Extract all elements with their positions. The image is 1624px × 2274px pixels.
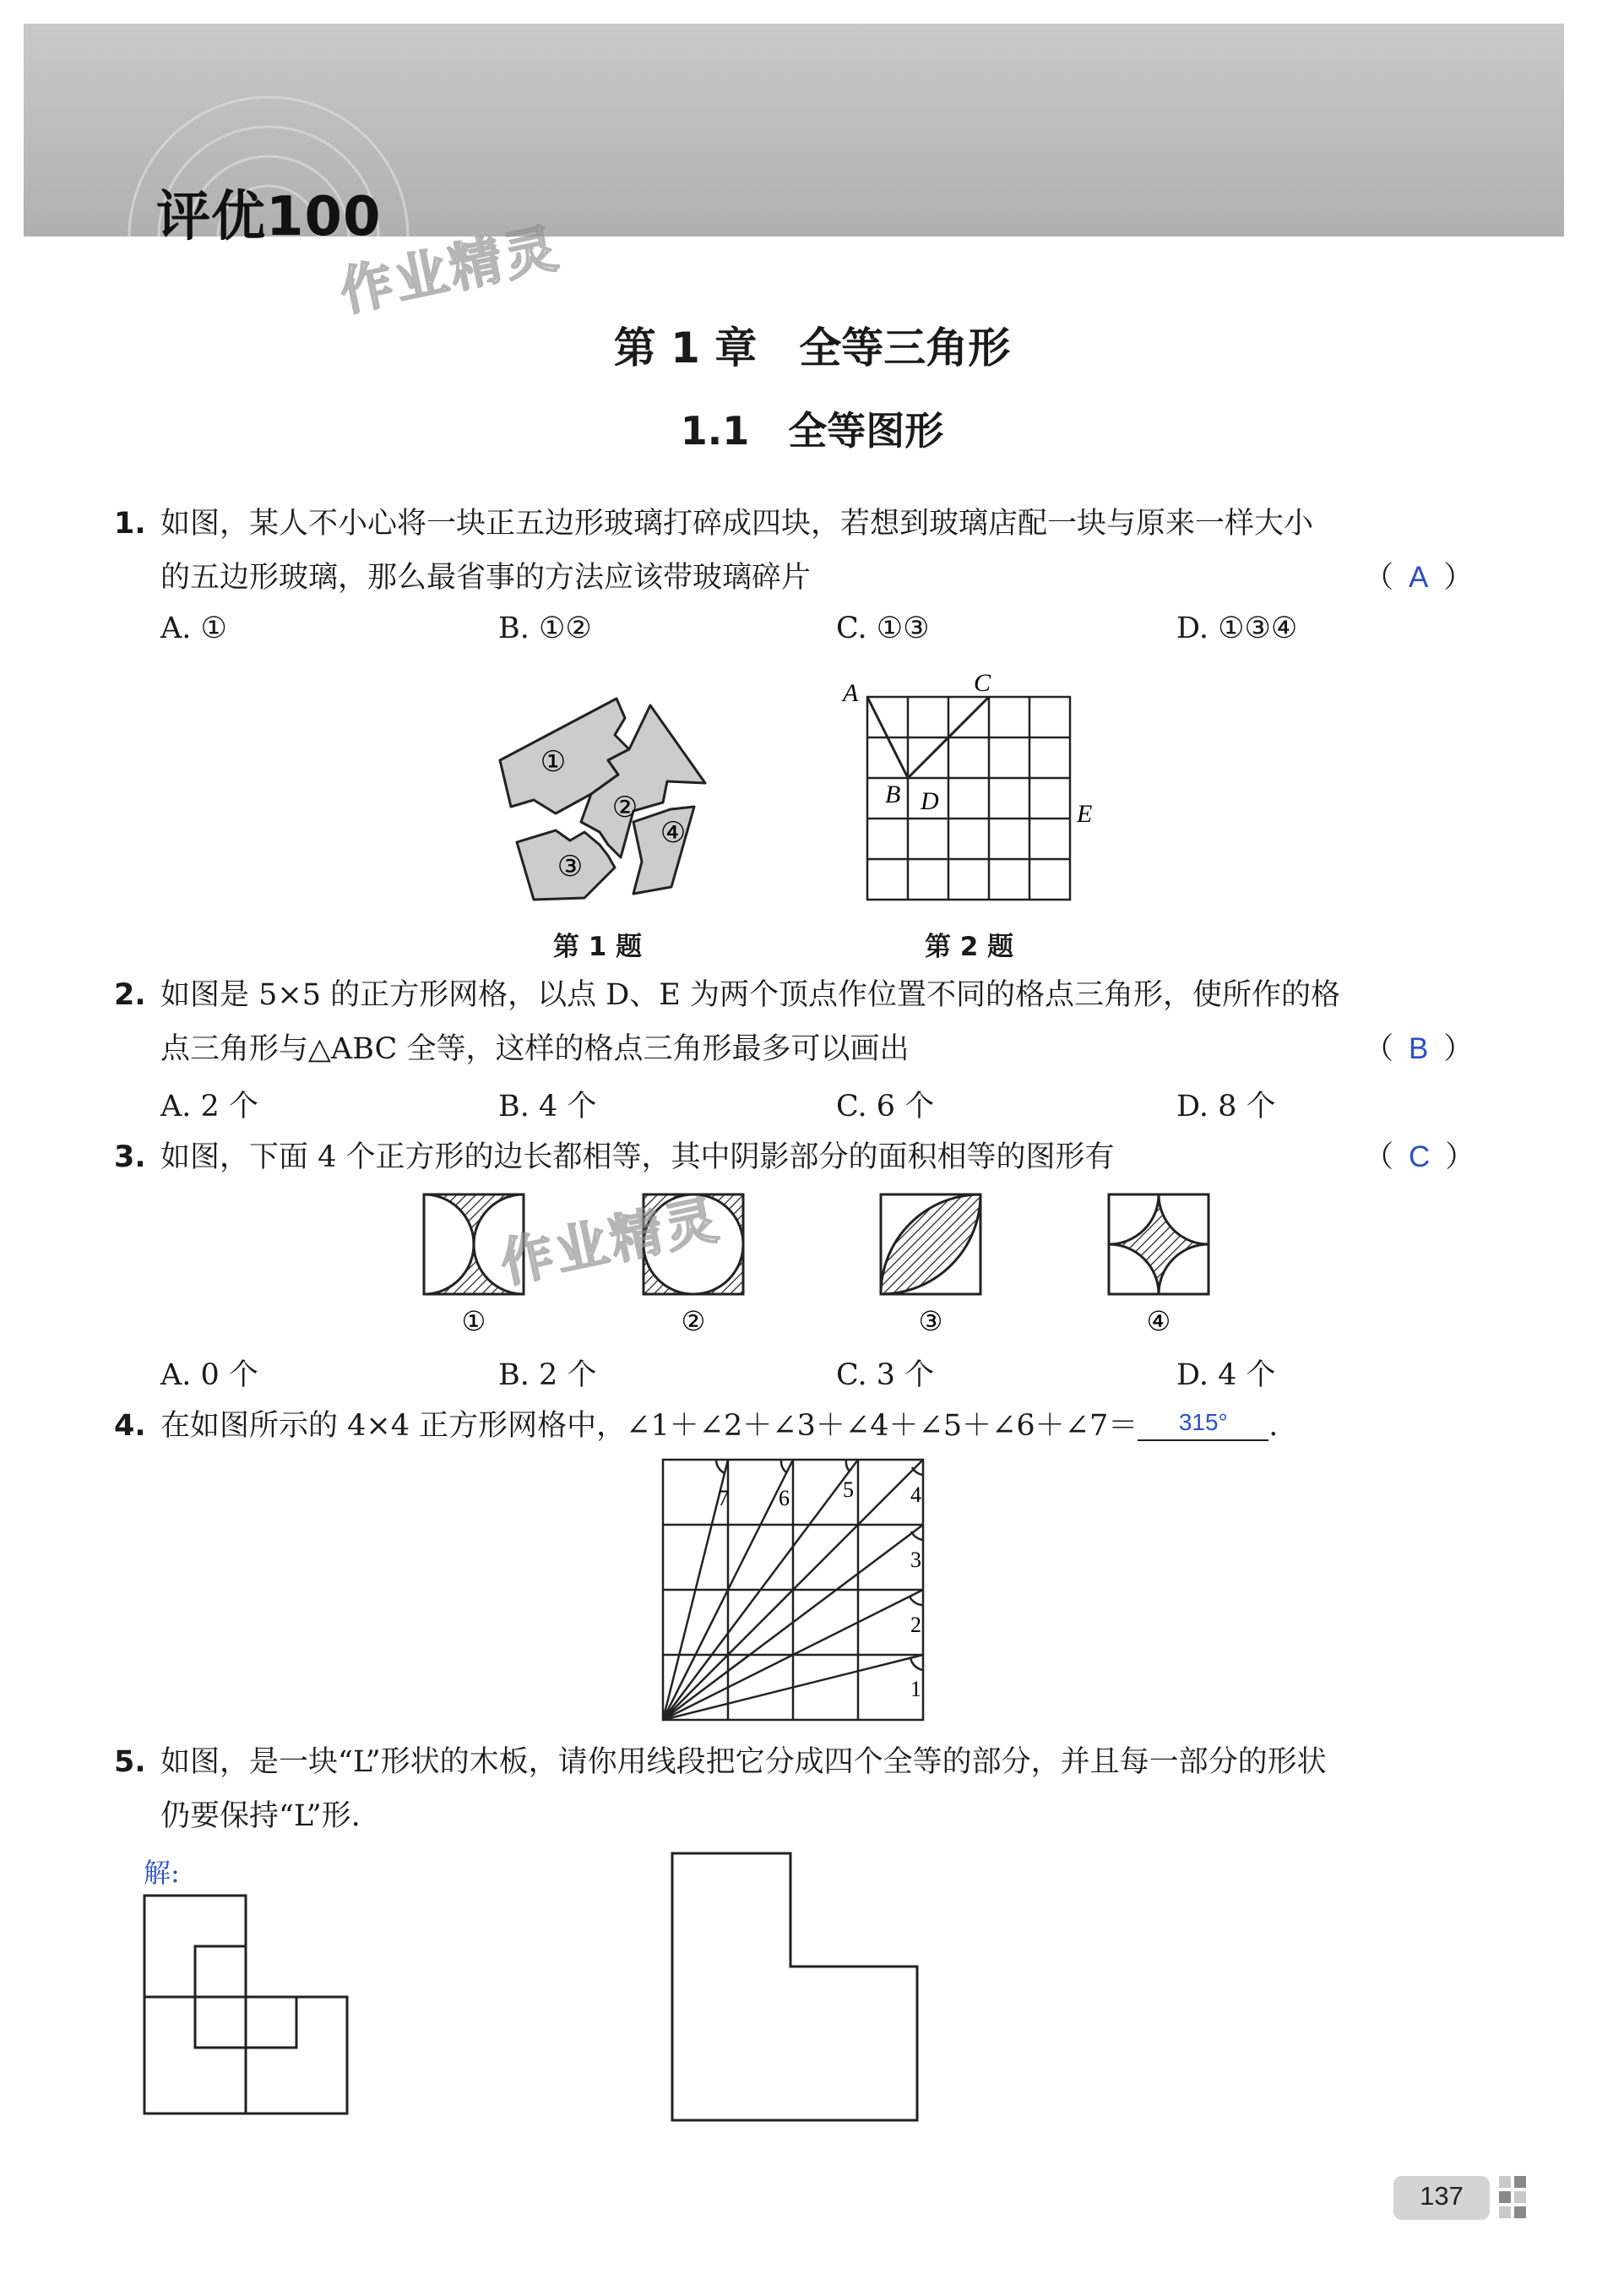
fig3-label-3: ③ (918, 1305, 943, 1337)
fig2-label-b: B (885, 781, 901, 808)
q2-option-d: D. 8 个 (1176, 1090, 1276, 1123)
q2-line1: 如图是 5×5 的正方形网格，以点 D、E 为两个顶点作位置不同的格点三角形，使所作的格 (160, 978, 1340, 1012)
q1-line1: 如图，某人不小心将一块正五边形玻璃打碎成四块，若想到玻璃店配一块与原来一样大小 (160, 507, 1314, 541)
q2-number: 2. (114, 978, 146, 1012)
fig2-label-c: C (974, 669, 991, 697)
page-number: 137 (1420, 2181, 1464, 2211)
q1-line2: 的五边形玻璃，那么最省事的方法应该带玻璃碎片 (160, 561, 812, 595)
q1-option-b: B. ①② (498, 612, 592, 645)
q1-answer-paren: （ A ） (1364, 561, 1474, 595)
q2-answer: B (1409, 1032, 1429, 1065)
fig2-label-d: D (921, 787, 939, 815)
fig3-label-4: ④ (1146, 1305, 1171, 1337)
watermark-2: 作业精灵 (495, 1188, 726, 1295)
q1-option-c: C. ①③ (836, 612, 930, 645)
fig1-label-4: ④ (660, 816, 687, 850)
fig3-label-1: ① (461, 1305, 486, 1337)
figure-2-caption: 第 2 题 (925, 932, 1014, 962)
q3-line1: 如图，下面 4 个正方形的边长都相等，其中阴影部分的面积相等的图形有 (160, 1140, 1115, 1174)
q1-option-d: D. ①③④ (1176, 612, 1298, 645)
q1-option-a: A. ① (160, 612, 227, 645)
q1-number: 1. (114, 507, 146, 541)
q2-line2: 点三角形与△ABC 全等，这样的格点三角形最多可以画出 (160, 1032, 910, 1066)
fig2-label-e: E (1077, 800, 1093, 828)
fig4-angle-1: 1 (910, 1677, 921, 1701)
fig2-label-a: A (843, 679, 859, 707)
fig1-label-3: ③ (557, 850, 584, 884)
fig1-label-2: ② (611, 791, 638, 824)
fig4-angle-6: 6 (779, 1486, 790, 1510)
q2-answer-paren: （ B ） (1364, 1032, 1474, 1066)
fig3-label-2: ② (681, 1305, 706, 1337)
q3-option-c: C. 3 个 (836, 1358, 935, 1392)
q1-answer: A (1409, 561, 1429, 594)
q5-line1: 如图，是一块“L”形状的木板，请你用线段把它分成四个全等的部分，并且每一部分的形状 (160, 1745, 1327, 1779)
fig1-label-1: ① (540, 745, 567, 779)
figure-1-caption: 第 1 题 (553, 932, 643, 962)
figure-3-squares (0, 1183, 1624, 1343)
q4-line: 在如图所示的 4×4 正方形网格中，∠1＋∠2＋∠3＋∠4＋∠5＋∠6＋∠7＝ 315° . (160, 1399, 1278, 1453)
section-title: 1.1 全等图形 (680, 408, 944, 454)
q5-solution-label: 解: (144, 1857, 180, 1889)
q4-number: 4. (114, 1409, 146, 1443)
chapter-title: 第 1 章 全等三角形 (613, 324, 1011, 373)
q4-answer-blank: 315° (1138, 1406, 1268, 1441)
fig4-angle-5: 5 (843, 1477, 854, 1502)
q4-text: 在如图所示的 4×4 正方形网格中，∠1＋∠2＋∠3＋∠4＋∠5＋∠6＋∠7＝ (160, 1409, 1138, 1443)
q3-option-d: D. 4 个 (1176, 1358, 1276, 1392)
fig4-angle-4: 4 (910, 1482, 921, 1507)
fig4-angle-7: 7 (718, 1486, 729, 1510)
q2-option-b: B. 4 个 (498, 1090, 597, 1123)
q3-answer-paren: （ C ） (1364, 1140, 1475, 1174)
fig4-angle-2: 2 (910, 1613, 921, 1637)
q2-option-c: C. 6 个 (836, 1090, 935, 1123)
q5-number: 5. (114, 1745, 146, 1779)
figure-1-pentagon (490, 688, 709, 908)
watermark: 作业精灵 (334, 216, 566, 324)
q3-number: 3. (114, 1140, 146, 1174)
figure-5-solution (139, 1890, 359, 2119)
figure-5-l-board (667, 1848, 929, 2127)
figure-4-grid (633, 1453, 988, 1732)
page-corner-decor (1499, 2176, 1541, 2222)
brand-title: 评优100 (156, 186, 382, 248)
q3-option-b: B. 2 个 (498, 1358, 597, 1392)
q5-line2: 仍要保持“L”形. (160, 1799, 361, 1833)
fig4-angle-3: 3 (910, 1548, 921, 1572)
q3-answer: C (1409, 1140, 1431, 1173)
q2-option-a: A. 2 个 (160, 1090, 258, 1123)
figure-2-grid (828, 669, 1098, 904)
q3-option-a: A. 0 个 (160, 1358, 258, 1392)
